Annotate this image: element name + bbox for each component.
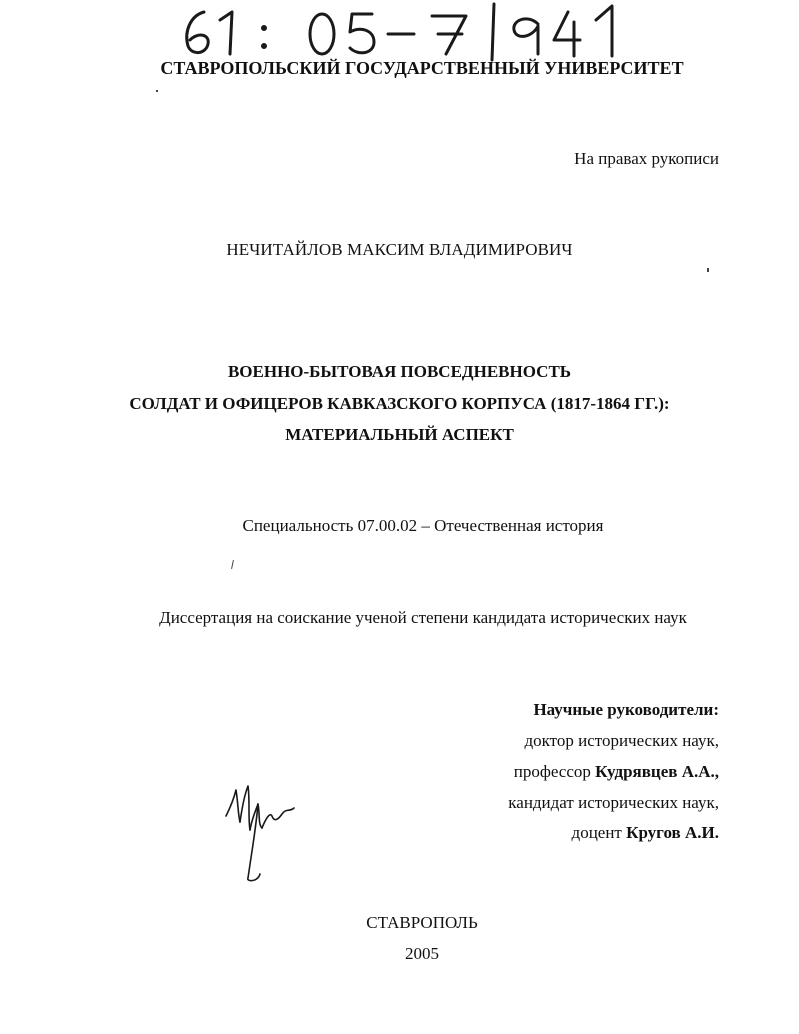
specialty-line: Специальность 07.00.02 – Отечественная история [242, 516, 604, 535]
university-name: СТАВРОПОЛЬСКИЙ ГОСУДАРСТВЕННЫЙ УНИВЕРСИТЕТ [160, 58, 684, 78]
handwritten-signature [222, 778, 312, 883]
scan-speck [707, 268, 709, 272]
supervisor-1-name: Кудрявцев А.А., [595, 762, 719, 781]
scan-speck [231, 560, 234, 569]
supervisor-2-name: Кругов А.И. [626, 823, 719, 842]
supervisor-1-rank: профессор [513, 762, 591, 781]
supervisors-heading: Научные руководители: [533, 700, 719, 719]
supervisor-1-rank-name [514, 762, 719, 782]
supervisor-1-title: доктор исторических наук, [524, 731, 719, 750]
dissertation-title-line-2: СОЛДАТ И ОФИЦЕРОВ КАВКАЗСКОГО КОРПУСА (1817-1864 ГГ.): [129, 394, 670, 413]
degree-line: Диссертация на соискание ученой степени кандидата исторических наук [159, 608, 687, 627]
manuscript-rights-note: На правах рукописи [574, 149, 719, 168]
scan-speck [156, 90, 158, 92]
supervisor-2-title: кандидат исторических наук, [508, 793, 719, 812]
city: СТАВРОПОЛЬ [366, 913, 478, 932]
year: 2005 [405, 944, 439, 963]
author-name: НЕЧИТАЙЛОВ МАКСИМ ВЛАДИМИРОВИЧ [226, 240, 573, 259]
dissertation-title-line-3: МАТЕРИАЛЬНЫЙ АСПЕКТ [285, 425, 514, 444]
supervisor-2-rank-name [572, 823, 719, 843]
handwritten-library-code [176, 2, 626, 62]
dissertation-title-line-1: ВОЕННО-БЫТОВАЯ ПОВСЕДНЕВНОСТЬ [227, 362, 572, 381]
supervisor-2-rank: доцент [571, 823, 622, 842]
